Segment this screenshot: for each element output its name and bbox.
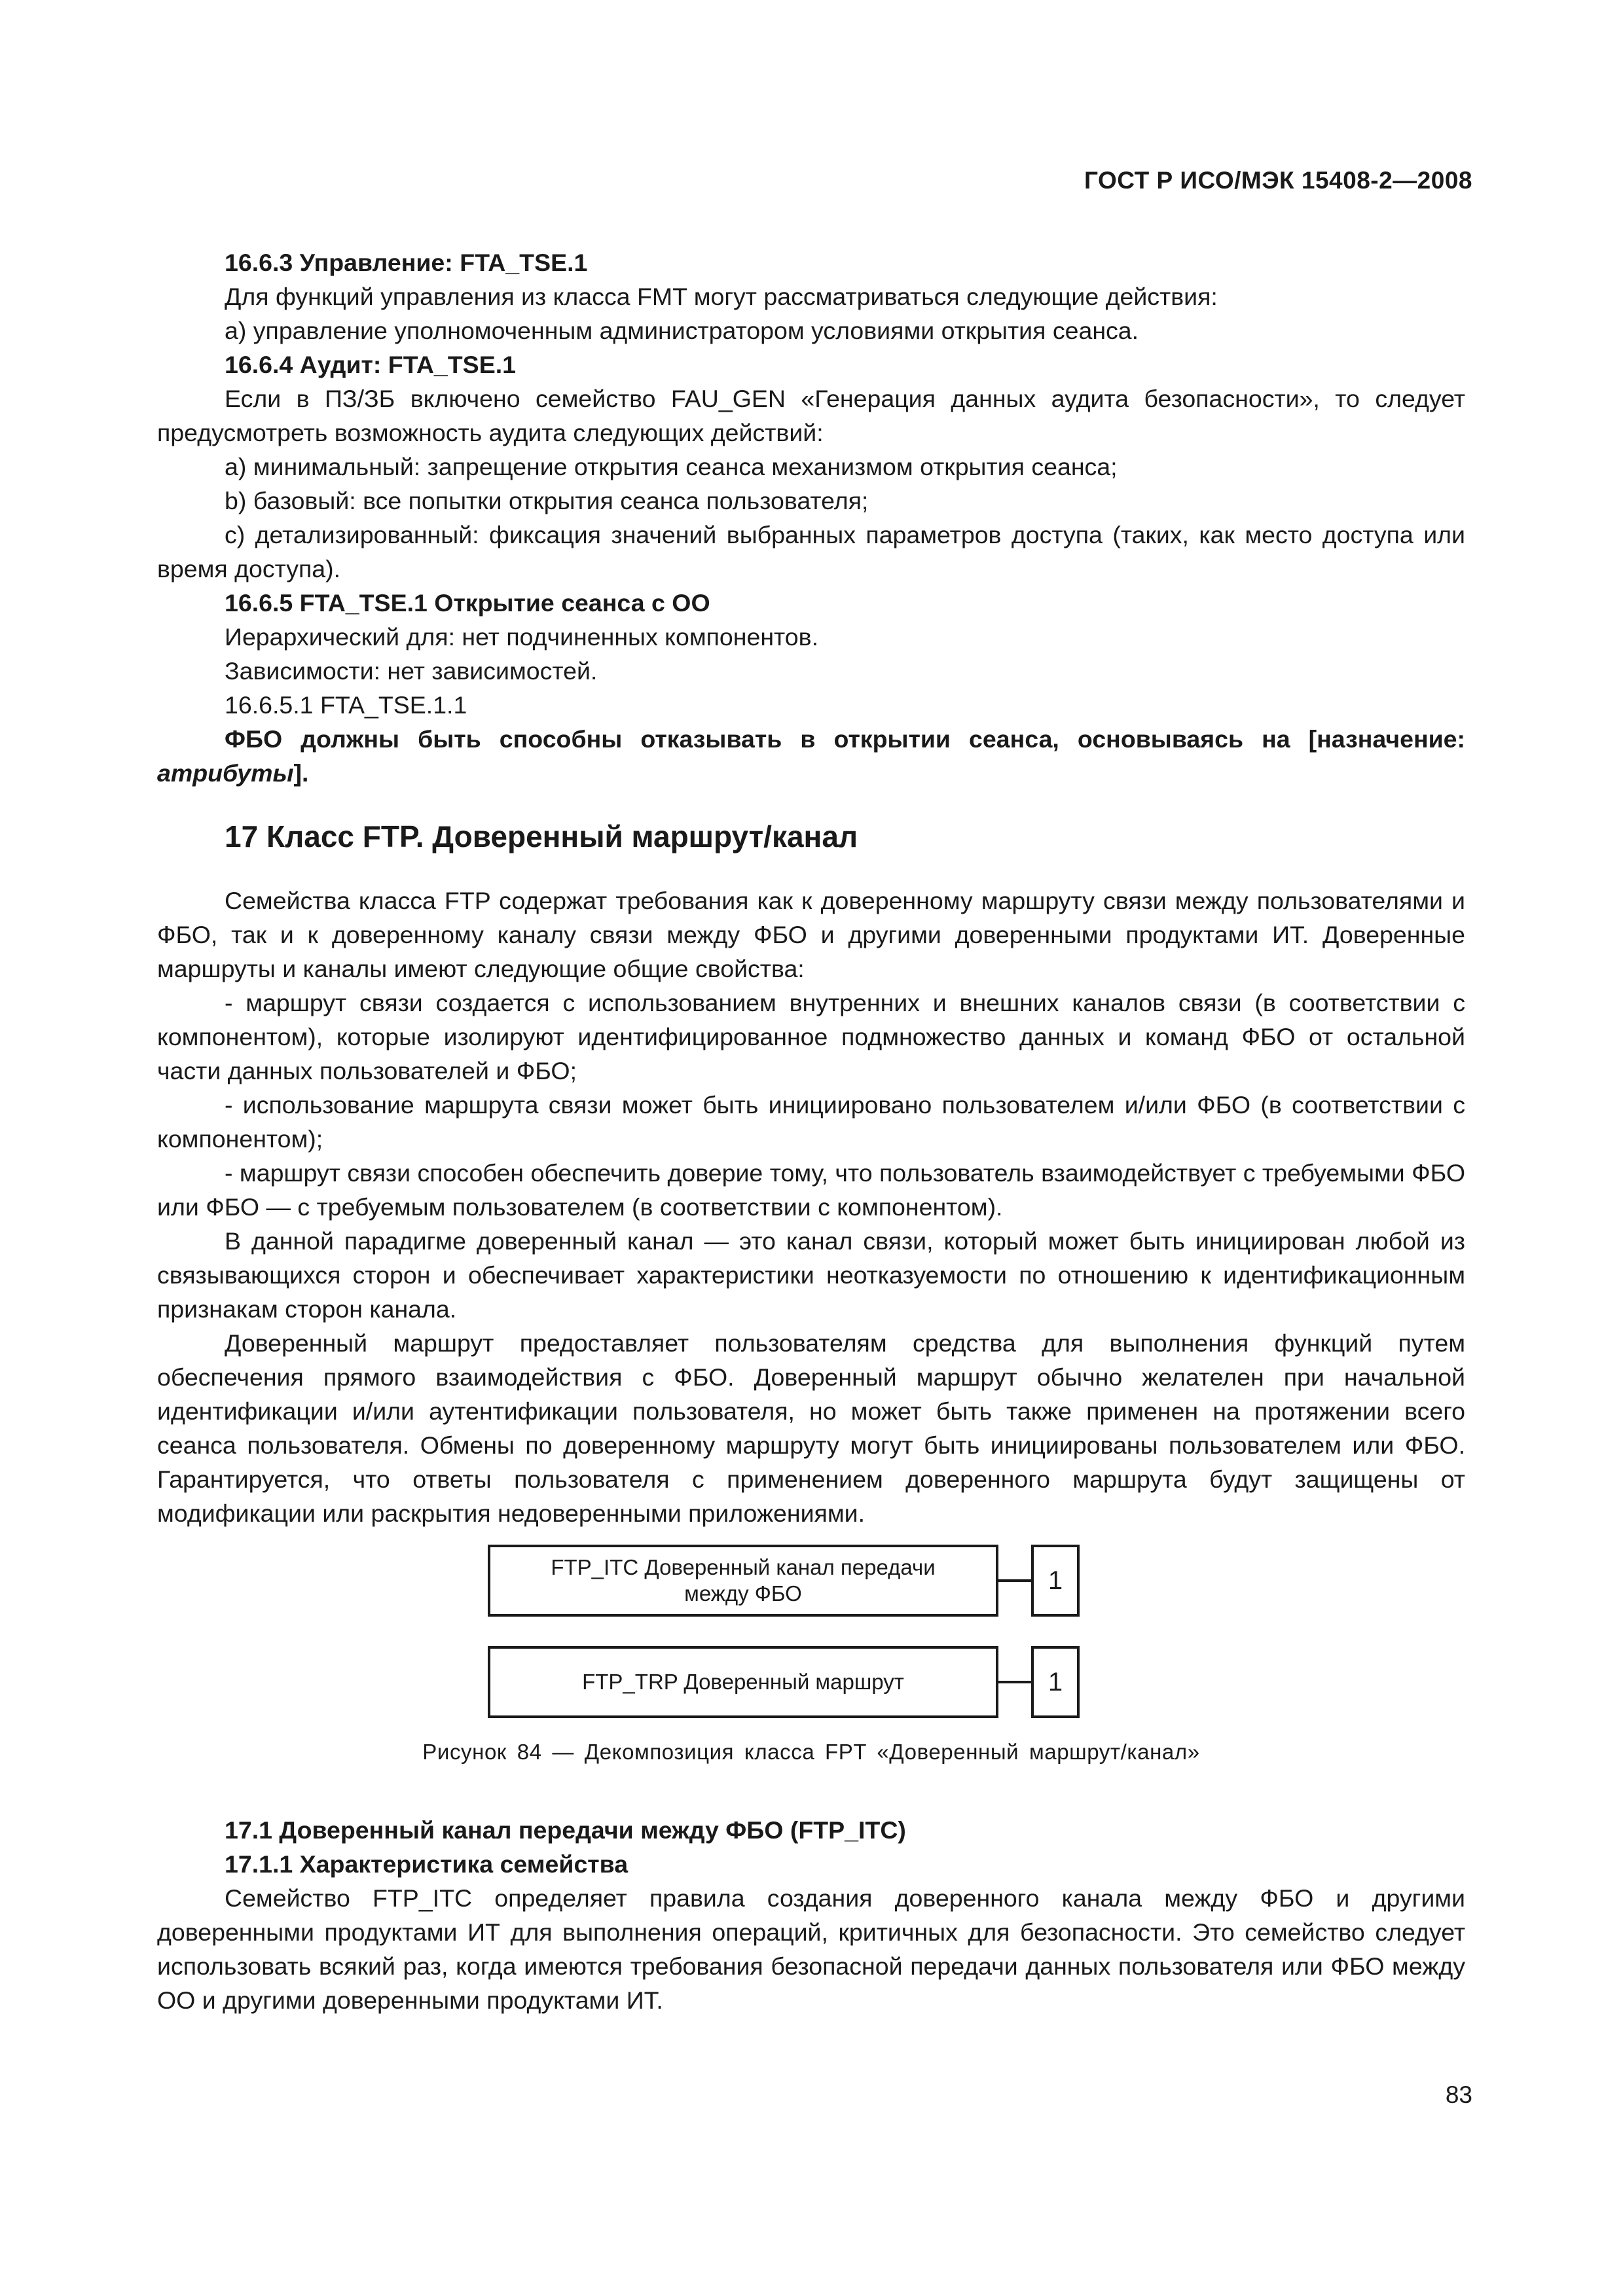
paragraph: В данной парадигме доверенный канал — это канал связи, который может быть инициирован любой из связывающихся сторон и обеспечивает характеристики неотказуемости по отношению к идентификационным признакам сторон канала. xyxy=(157,1227,1465,1323)
heading-16-6-4: 16.6.4 Аудит: FTA_TSE.1 xyxy=(225,351,516,378)
standard-header: ГОСТ Р ИСО/МЭК 15408-2—2008 xyxy=(1084,167,1472,194)
figure-caption: Рисунок 84 — Декомпозиция класса FPT «Доверенный маршрут/канал» xyxy=(422,1740,1200,1764)
paragraph: Зависимости: нет зависимостей. xyxy=(225,657,598,685)
list-item: - маршрут связи создается с использованием внутренних и внешних каналов связи (в соответствии с компонентом), которые изолируют идентифицированное подмножество данных и команд ФБО от остальной части данных пользователей и ФБО; xyxy=(157,989,1465,1085)
paragraph: Для функций управления из класса FMT могут рассматриваться следующие действия: xyxy=(225,283,1218,310)
section-17-1 xyxy=(157,1813,1465,2017)
family-box-ftp-itc xyxy=(488,1545,998,1617)
section-16-6-block xyxy=(157,245,1465,790)
family-box-line: FTP_ITC Доверенный канал передачи xyxy=(551,1555,936,1579)
list-item: - использование маршрута связи может быть инициировано пользователем и/или ФБО (в соответствии с компонентом); xyxy=(157,1091,1465,1153)
paragraph: Семейства класса FTP содержат требования как к доверенному маршруту связи между пользователями и ФБО, так и к доверенному каналу связи между ФБО и другими доверенными продуктами ИТ. Доверенные маршруты и каналы имеют следующие общие свойства: xyxy=(157,887,1465,982)
connector-line xyxy=(998,1579,1031,1582)
connector-line xyxy=(998,1681,1031,1683)
requirement-text xyxy=(157,722,1465,790)
section-17-body xyxy=(157,884,1465,1530)
heading-17-1-1: 17.1.1 Характеристика семейства xyxy=(225,1850,629,1878)
heading-16-6-3: 16.6.3 Управление: FTA_TSE.1 xyxy=(225,249,588,276)
heading-17: 17 Класс FTP. Доверенный маршрут/канал xyxy=(225,819,858,853)
paragraph: Доверенный маршрут предоставляет пользователям средства для выполнения функций путем обеспечения прямого взаимодействия с ФБО. Доверенный маршрут обычно желателен при начальной идентификации и/или аутентификации пользователя, но может быть также применен на протяжении всего сеанса пользователя. Обмены по доверенному маршруту могут быть инициированы пользователем или ФБО. Гарантируется, что ответы пользователя с применением доверенного маршрута будут защищены от модификации или раскрытия недоверенными приложениями. xyxy=(157,1329,1465,1527)
page-number: 83 xyxy=(1445,2081,1472,2108)
list-item: a) минимальный: запрещение открытия сеанса механизмом открытия сеанса; xyxy=(225,453,1118,480)
list-item: c) детализированный: фиксация значений выбранных параметров доступа (таких, как место доступа или время доступа). xyxy=(157,521,1465,583)
family-box-text xyxy=(551,1554,935,1607)
family-box-line: между ФБО xyxy=(684,1581,802,1605)
section-17-heading-wrap xyxy=(157,817,1465,856)
paragraph: Иерархический для: нет подчиненных компонентов. xyxy=(225,623,818,651)
heading-17-1: 17.1 Доверенный канал передачи между ФБО (FTP_ITC) xyxy=(225,1816,906,1844)
element-id: 16.6.5.1 FTA_TSE.1.1 xyxy=(225,691,467,719)
paragraph: Семейство FTP_ITC определяет правила создания доверенного канала между ФБО и другими доверенными продуктами ИТ для выполнения операций, критичных для безопасности. Это семейство следует использовать всякий раз, когда имеются требования безопасной передачи данных пользователя или ФБО между ОО и другими доверенными продуктами ИТ. xyxy=(157,1884,1465,2014)
list-item: a) управление уполномоченным администратором условиями открытия сеанса. xyxy=(225,317,1139,344)
paragraph: Если в ПЗ/ЗБ включено семейство FAU_GEN «Генерация данных аудита безопасности», то следует предусмотреть возможность аудита следующих действий: xyxy=(157,385,1465,446)
component-count-box: 1 xyxy=(1031,1545,1080,1617)
requirement-end: ]. xyxy=(293,759,309,787)
requirement-bold: ФБО должны быть способны отказывать в открытии сеанса, основываясь на [назначение: xyxy=(225,725,1465,753)
assignment-italic: атрибуты xyxy=(157,759,294,787)
heading-16-6-5: 16.6.5 FTA_TSE.1 Открытие сеанса с ОО xyxy=(225,589,710,617)
component-count-box: 1 xyxy=(1031,1646,1080,1718)
list-item: - маршрут связи способен обеспечить доверие тому, что пользователь взаимодействует с требуемыми ФБО или ФБО — с требуемым пользователем (в соответствии с компонентом). xyxy=(157,1159,1465,1221)
list-item: b) базовый: все попытки открытия сеанса пользователя; xyxy=(225,487,869,514)
family-box-ftp-trp: FTP_TRP Доверенный маршрут xyxy=(488,1646,998,1718)
